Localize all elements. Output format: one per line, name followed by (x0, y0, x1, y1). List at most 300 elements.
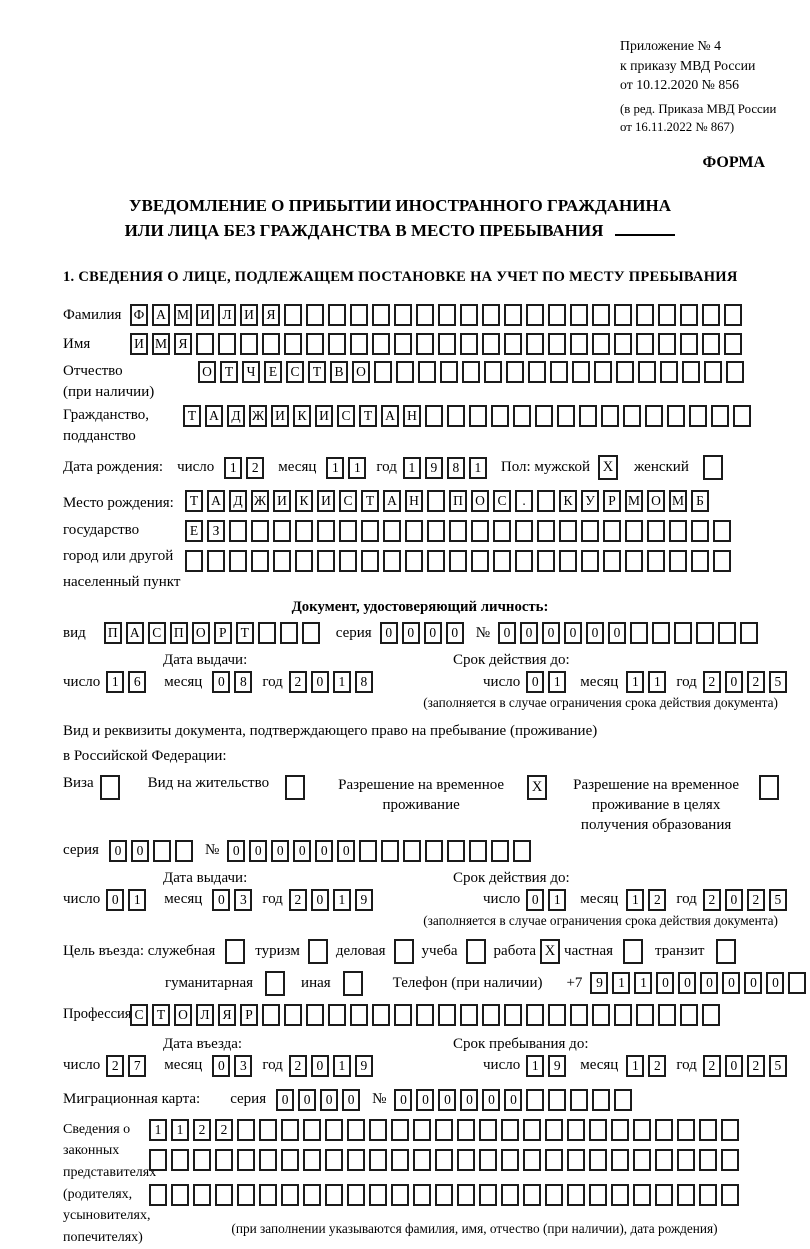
char-box[interactable] (196, 333, 214, 355)
char-box[interactable] (369, 1149, 387, 1171)
residence-permit-checkbox[interactable] (285, 775, 305, 800)
char-box[interactable] (317, 550, 335, 572)
char-box[interactable] (677, 1119, 695, 1141)
char-box[interactable] (572, 361, 590, 383)
char-box[interactable] (394, 333, 412, 355)
char-box[interactable]: 2 (747, 671, 765, 693)
char-box[interactable]: А (205, 405, 223, 427)
char-box[interactable]: М (625, 490, 643, 512)
char-box[interactable] (251, 520, 269, 542)
char-box[interactable]: К (559, 490, 577, 512)
char-box[interactable] (636, 1004, 654, 1026)
char-box[interactable] (504, 333, 522, 355)
char-box[interactable] (570, 304, 588, 326)
char-box[interactable] (284, 333, 302, 355)
char-box[interactable]: Д (229, 490, 247, 512)
char-box[interactable]: 0 (293, 840, 311, 862)
purpose-study-checkbox[interactable] (466, 939, 486, 964)
char-box[interactable] (438, 1004, 456, 1026)
char-box[interactable] (674, 622, 692, 644)
char-box[interactable]: 0 (744, 972, 762, 994)
char-box[interactable]: М (174, 304, 192, 326)
char-box[interactable] (677, 1149, 695, 1171)
char-box[interactable]: 0 (402, 622, 420, 644)
char-box[interactable] (667, 405, 685, 427)
char-box[interactable] (416, 1004, 434, 1026)
char-box[interactable] (636, 304, 654, 326)
char-box[interactable]: Т (308, 361, 326, 383)
char-box[interactable] (721, 1119, 739, 1141)
char-box[interactable] (284, 304, 302, 326)
char-box[interactable]: 0 (438, 1089, 456, 1111)
char-box[interactable] (513, 405, 531, 427)
char-box[interactable]: 3 (234, 889, 252, 911)
char-box[interactable]: З (207, 520, 225, 542)
char-box[interactable] (647, 550, 665, 572)
char-box[interactable] (493, 550, 511, 572)
char-box[interactable] (523, 1119, 541, 1141)
char-box[interactable] (603, 520, 621, 542)
char-box[interactable] (699, 1149, 717, 1171)
char-box[interactable]: 2 (747, 889, 765, 911)
char-box[interactable] (630, 622, 648, 644)
char-box[interactable] (153, 840, 171, 862)
char-box[interactable]: 9 (355, 1055, 373, 1077)
char-box[interactable]: 0 (212, 1055, 230, 1077)
char-box[interactable] (506, 361, 524, 383)
char-box[interactable]: 8 (447, 457, 465, 479)
char-box[interactable] (581, 520, 599, 542)
char-box[interactable] (374, 361, 392, 383)
char-box[interactable] (702, 304, 720, 326)
char-box[interactable]: А (152, 304, 170, 326)
char-box[interactable] (438, 333, 456, 355)
char-box[interactable]: Р (214, 622, 232, 644)
char-box[interactable] (614, 1089, 632, 1111)
char-box[interactable] (339, 550, 357, 572)
char-box[interactable] (369, 1119, 387, 1141)
char-box[interactable]: И (315, 405, 333, 427)
char-box[interactable] (149, 1149, 167, 1171)
char-box[interactable] (491, 405, 509, 427)
char-box[interactable] (284, 1004, 302, 1026)
char-box[interactable] (295, 520, 313, 542)
char-box[interactable] (589, 1149, 607, 1171)
char-box[interactable]: С (130, 1004, 148, 1026)
char-box[interactable]: 1 (333, 671, 351, 693)
char-box[interactable]: О (471, 490, 489, 512)
char-box[interactable] (589, 1184, 607, 1206)
char-box[interactable]: 2 (289, 671, 307, 693)
char-box[interactable] (281, 1184, 299, 1206)
char-box[interactable] (482, 1004, 500, 1026)
char-box[interactable] (381, 840, 399, 862)
char-box[interactable] (689, 405, 707, 427)
char-box[interactable] (425, 405, 443, 427)
char-box[interactable] (259, 1184, 277, 1206)
char-box[interactable] (303, 1119, 321, 1141)
char-box[interactable]: Т (183, 405, 201, 427)
char-box[interactable] (306, 1004, 324, 1026)
char-box[interactable] (658, 304, 676, 326)
char-box[interactable]: А (207, 490, 225, 512)
char-box[interactable] (471, 520, 489, 542)
char-box[interactable] (440, 361, 458, 383)
char-box[interactable] (413, 1184, 431, 1206)
char-box[interactable] (372, 333, 390, 355)
char-box[interactable]: 0 (766, 972, 784, 994)
char-box[interactable]: 0 (298, 1089, 316, 1111)
char-box[interactable] (623, 405, 641, 427)
char-box[interactable] (579, 405, 597, 427)
char-box[interactable] (581, 550, 599, 572)
char-box[interactable] (545, 1184, 563, 1206)
char-box[interactable] (699, 1119, 717, 1141)
char-box[interactable]: Я (262, 304, 280, 326)
char-box[interactable]: Н (405, 490, 423, 512)
char-box[interactable] (460, 333, 478, 355)
char-box[interactable] (295, 550, 313, 572)
sex-female-checkbox[interactable] (703, 455, 723, 480)
char-box[interactable] (460, 304, 478, 326)
char-box[interactable] (361, 550, 379, 572)
char-box[interactable]: 1 (626, 889, 644, 911)
char-box[interactable] (262, 333, 280, 355)
char-box[interactable] (479, 1149, 497, 1171)
char-box[interactable]: Р (240, 1004, 258, 1026)
char-box[interactable]: 0 (271, 840, 289, 862)
char-box[interactable]: 1 (648, 671, 666, 693)
char-box[interactable] (721, 1149, 739, 1171)
char-box[interactable] (515, 520, 533, 542)
char-box[interactable]: М (669, 490, 687, 512)
char-box[interactable] (526, 1004, 544, 1026)
char-box[interactable]: 2 (246, 457, 264, 479)
char-box[interactable] (259, 1119, 277, 1141)
char-box[interactable]: 1 (634, 972, 652, 994)
char-box[interactable] (325, 1184, 343, 1206)
char-box[interactable]: И (196, 304, 214, 326)
char-box[interactable] (391, 1149, 409, 1171)
char-box[interactable]: 2 (703, 671, 721, 693)
char-box[interactable] (594, 361, 612, 383)
char-box[interactable] (504, 304, 522, 326)
char-box[interactable] (721, 1184, 739, 1206)
char-box[interactable]: 2 (289, 1055, 307, 1077)
char-box[interactable] (655, 1119, 673, 1141)
char-box[interactable]: 0 (394, 1089, 412, 1111)
char-box[interactable]: 2 (648, 1055, 666, 1077)
char-box[interactable] (383, 550, 401, 572)
char-box[interactable] (339, 520, 357, 542)
char-box[interactable]: 2 (648, 889, 666, 911)
char-box[interactable] (427, 520, 445, 542)
char-box[interactable]: 0 (311, 671, 329, 693)
char-box[interactable] (447, 840, 465, 862)
char-box[interactable] (281, 1149, 299, 1171)
char-box[interactable] (273, 550, 291, 572)
char-box[interactable]: 0 (526, 671, 544, 693)
char-box[interactable] (396, 361, 414, 383)
char-box[interactable]: 0 (725, 889, 743, 911)
char-box[interactable] (611, 1184, 629, 1206)
char-box[interactable]: Т (236, 622, 254, 644)
char-box[interactable] (702, 1004, 720, 1026)
purpose-tourism-checkbox[interactable] (308, 939, 328, 964)
char-box[interactable] (359, 840, 377, 862)
purpose-humanitarian-checkbox[interactable] (265, 971, 285, 996)
char-box[interactable] (545, 1149, 563, 1171)
char-box[interactable]: 0 (482, 1089, 500, 1111)
char-box[interactable]: Ж (249, 405, 267, 427)
char-box[interactable] (696, 622, 714, 644)
char-box[interactable]: 8 (355, 671, 373, 693)
char-box[interactable]: 0 (311, 1055, 329, 1077)
char-box[interactable]: 1 (106, 671, 124, 693)
char-box[interactable] (383, 520, 401, 542)
char-box[interactable] (306, 333, 324, 355)
char-box[interactable] (479, 1119, 497, 1141)
char-box[interactable] (273, 520, 291, 542)
char-box[interactable] (328, 1004, 346, 1026)
char-box[interactable] (372, 304, 390, 326)
char-box[interactable] (611, 1149, 629, 1171)
char-box[interactable] (567, 1149, 585, 1171)
char-box[interactable]: Т (359, 405, 377, 427)
char-box[interactable] (570, 1004, 588, 1026)
char-box[interactable]: 2 (703, 889, 721, 911)
char-box[interactable] (660, 361, 678, 383)
char-box[interactable]: Ч (242, 361, 260, 383)
char-box[interactable] (633, 1184, 651, 1206)
char-box[interactable] (713, 550, 731, 572)
char-box[interactable]: 1 (526, 1055, 544, 1077)
char-box[interactable]: 0 (311, 889, 329, 911)
char-box[interactable] (515, 550, 533, 572)
char-box[interactable] (372, 1004, 390, 1026)
char-box[interactable] (493, 520, 511, 542)
char-box[interactable]: Я (218, 1004, 236, 1026)
char-box[interactable] (537, 490, 555, 512)
char-box[interactable] (350, 1004, 368, 1026)
char-box[interactable]: С (339, 490, 357, 512)
char-box[interactable] (262, 1004, 280, 1026)
char-box[interactable]: 0 (725, 1055, 743, 1077)
char-box[interactable]: 0 (337, 840, 355, 862)
char-box[interactable] (592, 1089, 610, 1111)
char-box[interactable]: 1 (626, 1055, 644, 1077)
char-box[interactable] (557, 405, 575, 427)
char-box[interactable] (175, 840, 193, 862)
char-box[interactable]: 0 (564, 622, 582, 644)
char-box[interactable]: А (383, 490, 401, 512)
char-box[interactable] (545, 1119, 563, 1141)
char-box[interactable] (592, 304, 610, 326)
char-box[interactable] (592, 1004, 610, 1026)
char-box[interactable] (413, 1119, 431, 1141)
char-box[interactable]: 0 (498, 622, 516, 644)
char-box[interactable] (733, 405, 751, 427)
char-box[interactable]: 0 (678, 972, 696, 994)
char-box[interactable]: 0 (656, 972, 674, 994)
char-box[interactable]: 9 (590, 972, 608, 994)
char-box[interactable]: 9 (548, 1055, 566, 1077)
char-box[interactable] (625, 550, 643, 572)
char-box[interactable] (625, 520, 643, 542)
char-box[interactable]: 0 (725, 671, 743, 693)
char-box[interactable] (447, 405, 465, 427)
char-box[interactable] (713, 520, 731, 542)
char-box[interactable] (699, 1184, 717, 1206)
char-box[interactable] (570, 1089, 588, 1111)
char-box[interactable] (325, 1149, 343, 1171)
char-box[interactable] (592, 333, 610, 355)
char-box[interactable] (788, 972, 806, 994)
char-box[interactable] (614, 1004, 632, 1026)
char-box[interactable] (469, 840, 487, 862)
char-box[interactable]: 0 (106, 889, 124, 911)
char-box[interactable] (403, 840, 421, 862)
char-box[interactable] (251, 550, 269, 572)
char-box[interactable] (616, 361, 634, 383)
char-box[interactable] (523, 1184, 541, 1206)
char-box[interactable] (457, 1184, 475, 1206)
char-box[interactable]: П (449, 490, 467, 512)
char-box[interactable] (280, 622, 298, 644)
char-box[interactable] (427, 550, 445, 572)
char-box[interactable]: 2 (289, 889, 307, 911)
char-box[interactable]: 0 (722, 972, 740, 994)
char-box[interactable]: И (317, 490, 335, 512)
char-box[interactable] (611, 1119, 629, 1141)
char-box[interactable]: 1 (612, 972, 630, 994)
char-box[interactable] (526, 1089, 544, 1111)
char-box[interactable]: А (126, 622, 144, 644)
char-box[interactable] (306, 304, 324, 326)
char-box[interactable] (652, 622, 670, 644)
char-box[interactable]: 1 (548, 889, 566, 911)
char-box[interactable] (391, 1184, 409, 1206)
char-box[interactable] (691, 520, 709, 542)
char-box[interactable]: И (271, 405, 289, 427)
char-box[interactable] (347, 1149, 365, 1171)
char-box[interactable] (328, 304, 346, 326)
char-box[interactable] (691, 550, 709, 572)
char-box[interactable]: Н (403, 405, 421, 427)
char-box[interactable] (638, 361, 656, 383)
char-box[interactable] (724, 304, 742, 326)
char-box[interactable] (614, 304, 632, 326)
char-box[interactable] (513, 840, 531, 862)
char-box[interactable] (457, 1149, 475, 1171)
char-box[interactable] (438, 304, 456, 326)
char-box[interactable]: В (330, 361, 348, 383)
char-box[interactable] (171, 1184, 189, 1206)
char-box[interactable] (526, 333, 544, 355)
char-box[interactable]: Ж (251, 490, 269, 512)
char-box[interactable] (702, 333, 720, 355)
char-box[interactable]: 0 (320, 1089, 338, 1111)
char-box[interactable]: 1 (403, 457, 421, 479)
char-box[interactable]: 5 (769, 889, 787, 911)
char-box[interactable] (633, 1119, 651, 1141)
char-box[interactable] (740, 622, 758, 644)
char-box[interactable] (645, 405, 663, 427)
char-box[interactable] (482, 304, 500, 326)
char-box[interactable]: 0 (380, 622, 398, 644)
char-box[interactable] (680, 1004, 698, 1026)
char-box[interactable] (501, 1149, 519, 1171)
char-box[interactable]: Ф (130, 304, 148, 326)
char-box[interactable] (484, 361, 502, 383)
char-box[interactable] (449, 520, 467, 542)
char-box[interactable]: 0 (446, 622, 464, 644)
char-box[interactable] (325, 1119, 343, 1141)
char-box[interactable]: С (493, 490, 511, 512)
char-box[interactable] (171, 1149, 189, 1171)
char-box[interactable] (491, 840, 509, 862)
char-box[interactable]: П (170, 622, 188, 644)
char-box[interactable] (369, 1184, 387, 1206)
char-box[interactable]: Л (196, 1004, 214, 1026)
char-box[interactable] (479, 1184, 497, 1206)
char-box[interactable] (237, 1149, 255, 1171)
char-box[interactable] (435, 1149, 453, 1171)
char-box[interactable]: О (198, 361, 216, 383)
char-box[interactable] (405, 550, 423, 572)
char-box[interactable]: 9 (425, 457, 443, 479)
char-box[interactable]: Р (603, 490, 621, 512)
char-box[interactable] (570, 333, 588, 355)
char-box[interactable]: 6 (128, 671, 146, 693)
char-box[interactable] (350, 333, 368, 355)
char-box[interactable] (504, 1004, 522, 1026)
char-box[interactable] (328, 333, 346, 355)
char-box[interactable]: 0 (227, 840, 245, 862)
char-box[interactable]: О (174, 1004, 192, 1026)
char-box[interactable] (350, 304, 368, 326)
char-box[interactable] (633, 1149, 651, 1171)
char-box[interactable] (724, 333, 742, 355)
char-box[interactable]: . (515, 490, 533, 512)
char-box[interactable] (302, 622, 320, 644)
char-box[interactable] (258, 622, 276, 644)
char-box[interactable] (460, 1004, 478, 1026)
char-box[interactable] (523, 1149, 541, 1171)
char-box[interactable]: Е (264, 361, 282, 383)
char-box[interactable] (303, 1184, 321, 1206)
char-box[interactable] (537, 550, 555, 572)
char-box[interactable] (394, 1004, 412, 1026)
char-box[interactable] (240, 333, 258, 355)
char-box[interactable]: Т (220, 361, 238, 383)
char-box[interactable]: С (286, 361, 304, 383)
char-box[interactable] (413, 1149, 431, 1171)
char-box[interactable] (405, 520, 423, 542)
char-box[interactable] (647, 520, 665, 542)
char-box[interactable]: 0 (700, 972, 718, 994)
char-box[interactable]: 0 (276, 1089, 294, 1111)
char-box[interactable]: 0 (424, 622, 442, 644)
char-box[interactable] (435, 1119, 453, 1141)
char-box[interactable] (669, 520, 687, 542)
char-box[interactable]: К (293, 405, 311, 427)
char-box[interactable]: 9 (355, 889, 373, 911)
char-box[interactable] (281, 1119, 299, 1141)
char-box[interactable]: О (192, 622, 210, 644)
char-box[interactable]: Т (185, 490, 203, 512)
char-box[interactable] (677, 1184, 695, 1206)
